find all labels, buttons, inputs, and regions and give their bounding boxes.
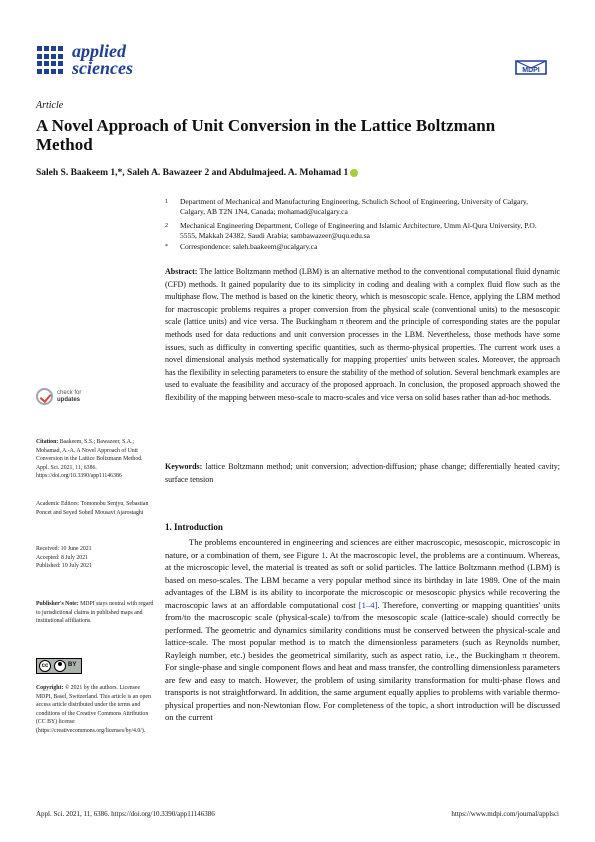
- article-title: A Novel Approach of Unit Conversion in the Lattice Boltzmann Method: [36, 116, 496, 154]
- citation-text: Baakeem, S.S.; Bawazeer, S.A.; Mohamad, A.-A. A Novel Approach of Unit Conversion in the Lattice Boltzmann Method. Appl. Sci. 2021, 11, 6386. https://doi.org/10.3390/app11146386: [36, 439, 143, 479]
- affiliation-number: 1: [165, 199, 168, 205]
- check-updates-icon: [36, 388, 53, 405]
- journal-logo-icon: [37, 46, 65, 74]
- academic-editors: [36, 500, 156, 517]
- keywords-label: Keywords:: [165, 462, 203, 471]
- intro-text: . Therefore, converting or mapping quantities' units from/to the macroscopic scale (physical-scale) to/from the mesoscopic scale (lattice-scale) should correctly be performed. The geometric and dynamics similarity conditions must be conserved between the physical-scale and lattice-scale. The most popular method is to match the dimensionless parameters (such as Reynolds number, Rayleigh number, etc.) besides the geometrical similarity, such as aspect ratio, i.e., the Buckingham π theorem. For single-phase and single component flows and heat and mass transfer, the controlling dimensionless parameters are few and easy to match. However, the problem of using similarity transformation for multi-phase flows and transports is not straightforward. In addition, the same argument equally applies to problems with variable thermo-physical properties and non-Newtonian flow. For completeness of the topic, a short introduction will be discussed on the current: [165, 599, 561, 722]
- publisher-note-label: Publisher's Note:: [36, 601, 79, 607]
- introduction-paragraph: [165, 536, 560, 724]
- dates-block: [36, 545, 156, 571]
- check-for-updates-badge[interactable]: [36, 388, 92, 418]
- accepted-date: Accepted: 8 July 2021: [36, 554, 88, 561]
- copyright-block: [36, 684, 156, 735]
- affiliation-number: 2: [165, 223, 168, 229]
- attribution-icon: [54, 660, 66, 672]
- editors-text: Tomonobu Senjyu, Sebastian Poncet and Seyed Soheil Mousavi Ajarostaghi: [36, 501, 149, 516]
- copyright-label: Copyright:: [36, 685, 64, 691]
- intro-text: . At the macroscopic level, the problems are a continuum. Whereas, at the microscopic level, the material is treated as soft or solid particles. The lattice Boltzmann method (LBM) is based on meso-scales. The LBM became a very popular method since its birthday in late 1989. One of the main advantages of the LBM is its ability to incorporate the microscopic or mesoscopic physics while recovering the macroscopic laws at an affordable computational cost: [165, 549, 560, 610]
- received-date: Received: 10 June 2021: [36, 546, 92, 552]
- correspondence-text: Correspondence: saleh.baakeem@ucalgary.ca: [180, 242, 318, 251]
- citation-label: Citation:: [36, 439, 59, 445]
- figure-link[interactable]: 1: [321, 549, 326, 560]
- keywords-text: lattice Boltzmann method; unit conversion; advection-diffusion; phase change; differentially heated cavity; surface tension: [165, 462, 561, 484]
- citation-link[interactable]: [1–4]: [358, 599, 378, 610]
- published-date: Published: 10 July 2021: [36, 563, 92, 569]
- section-heading: 1. Introduction: [165, 522, 223, 532]
- footer-journal-link[interactable]: https://www.mdpi.com/journal/applsci: [451, 810, 559, 818]
- cc-icon: cc: [39, 660, 51, 672]
- publisher-note-text: MDPI stays neutral with regard to jurisdictional claims in published maps and institutional affiliations.: [36, 601, 154, 624]
- check-updates-line2: updates: [57, 397, 81, 403]
- author-list: [36, 168, 358, 178]
- article-type: Article: [36, 100, 64, 111]
- citation-block: [36, 438, 156, 481]
- journal-name-line2: sciences: [72, 58, 133, 78]
- mdpi-logo-icon: [514, 59, 548, 76]
- editors-label: Academic Editors:: [36, 501, 80, 507]
- affiliation-text: Mechanical Engineering Department, College of Engineering and Islamic Architecture, Umm Al-Qura University, P.O. 5555, Makkah 24382, Saudi Arabia; sambawazeer@uqu.edu.sa: [180, 221, 537, 240]
- journal-name-line1: applied: [72, 41, 126, 61]
- affiliation-text: Department of Mechanical and Manufacturing Engineering, Schulich School of Engineering, University of Calgary, Calgary, AB T2N 1N4, Canada; mohamad@ucalgary.ca: [180, 197, 528, 216]
- svg-text:MDPI: MDPI: [522, 67, 540, 74]
- orcid-icon[interactable]: [350, 169, 358, 177]
- keywords: [165, 461, 560, 486]
- author-names: Saleh S. Baakeem 1,*, Saleh A. Bawazeer 2 and Abdulmajeed. A. Mohamad 1: [36, 168, 349, 178]
- journal-name: [72, 43, 133, 77]
- affiliation-number: *: [165, 244, 168, 250]
- abstract-text: The lattice Boltzmann method (LBM) is an alternative method to the conventional computational fluid dynamic (CFD) methods. It gained popularity due to its simplicity in coding and dealing with a complex fluid flow such as the multiphase flow. The method is based on the kinetic theory, which is mesoscopic scale. Hence, applying the LBM method for macroscopic problems requires a proper conversion from the physical scale (conventional units) to the mesoscopic scale (lattice units) and vice versa. The Buckingham π theorem and the principle of corresponding states are the popular methods used for data reductions and unit conversion processes in the LBM. Nevertheless, those methods have some issues, such as difficulty in converting specific quantities, such as thermo-physical properties. The current work uses a novel dimensional analysis method systematically for mapping properties' units between scales. Moreover, the approach has the flexibility in selecting parameters to ensure the stability of the method of solution. Several benchmark examples are used to evaluate the feasibility and accuracy of the proposed approach. In conclusion, the proposed approach showed the flexibility of the mapping between meso-scale to macro-scales and vice versa on solid bases rather than ad-hoc methods.: [165, 267, 560, 402]
- footer-citation: Appl. Sci. 2021, 11, 6386. https://doi.org/10.3390/app11146386: [36, 810, 215, 818]
- cc-by-label: BY: [68, 662, 77, 668]
- publisher-note: [36, 600, 156, 626]
- abstract-label: Abstract:: [165, 267, 198, 276]
- copyright-text: © 2021 by the authors. Licensee MDPI, Basel, Switzerland. This article is an open access article distributed under the terms and conditions of the Creative Commons Attribution (CC BY) license (https://creativecommons.org/licenses/by/4.0/).: [36, 685, 151, 734]
- intro-text: The problems encountered in engineering and sciences are either macroscopic, mesoscopic, microscopic in nature, or a combination of them, see Figure: [165, 537, 560, 560]
- cc-by-license-icon[interactable]: [36, 658, 82, 674]
- check-updates-line1: check for: [57, 390, 82, 396]
- abstract: [165, 266, 560, 405]
